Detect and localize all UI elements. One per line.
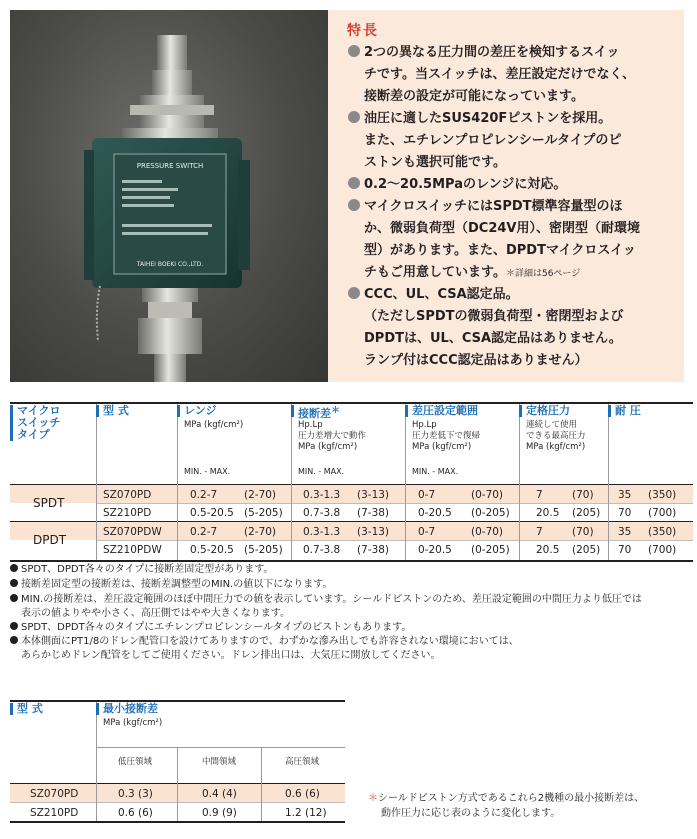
cell-model: SZ210PD <box>103 507 152 519</box>
bullet-icon <box>10 594 18 602</box>
bullet-icon <box>10 622 18 630</box>
feature-line: ストンも選択可能です。 <box>364 155 506 170</box>
header-rated: 定格圧力 <box>526 404 570 417</box>
cell-range-k: (5-205) <box>244 544 283 556</box>
photo-label-title: PRESSURE SWITCH <box>136 162 204 170</box>
cell-model: SZ070PD <box>103 489 152 501</box>
cell-diff-k: (7-38) <box>357 507 390 519</box>
note-item: MIN.の接断差は、差圧設定範囲のほぼ中間圧力での値を表示しています。シールドピストンのため、差圧設定範囲の中間圧力より低圧では <box>10 593 694 607</box>
note-item: SPDT、DPDT各々のタイプにエチレンプロピレンシールタイプのピストンもあります。 <box>10 621 694 635</box>
rated-subheader: 連続して使用 できる最高圧力 MPa (kgf/cm²) <box>526 420 586 452</box>
cell-set: 0-20.5 <box>418 544 452 556</box>
cell-diff: 0.7-3.8 <box>303 507 341 519</box>
cell-rated: 20.5 <box>536 507 560 519</box>
minmax-label: MIN. - MAX. <box>298 467 345 476</box>
cell-rated: 7 <box>536 489 543 501</box>
cell-range: 0.5-20.5 <box>190 507 234 519</box>
cell-set-k: (0-205) <box>471 507 510 519</box>
feature-line: 接断差の設定が可能になっています。 <box>364 89 584 104</box>
cell-low: 0.6 <box>118 807 135 819</box>
bullet-icon <box>10 636 18 644</box>
cell-high-k: (12) <box>305 807 327 819</box>
minmax-label: MIN. - MAX. <box>412 467 459 476</box>
cell-mid: 0.9 <box>202 807 219 819</box>
feature-item <box>348 174 678 196</box>
header-setrange: 差圧設定範囲 <box>412 404 478 417</box>
cell-proof-k: (350) <box>648 526 677 538</box>
bullet-icon <box>348 287 360 299</box>
bottom-note: 動作圧力に応じ表のように変化します。 <box>381 808 561 819</box>
note-item: あらかじめドレン配管をしてご使用ください。ドレン排出口は、大気圧に開放してください。 <box>21 650 441 661</box>
note-item: 本体側面にPT1/8のドレン配管口を設けてありますので、わずかな滲み出しでも許容されない環境においては、 <box>10 635 694 649</box>
cell-low-k: (3) <box>138 788 153 800</box>
cell-rated-k: (205) <box>572 544 601 556</box>
feature-note: ＊詳細は56ページ <box>505 269 581 279</box>
feature-item <box>348 42 678 108</box>
cell-rated-k: (70) <box>572 526 594 538</box>
photo-label-maker: TAIHEI BOEKI CO.,LTD. <box>136 261 204 268</box>
header-switch-type: マイクロ スイッチ タイプ <box>17 404 61 441</box>
note-item: 接断差固定型の接断差は、接断差調整型のMIN.の値以下になります。 <box>10 578 694 592</box>
switch-type-cell: SPDT <box>33 496 65 510</box>
feature-line: 0.2～20.5MPaのレンジに対応。 <box>364 177 567 192</box>
bullet-icon <box>10 579 18 587</box>
min-header-high: 高圧領域 <box>285 757 320 767</box>
cell-low-k: (6) <box>138 807 153 819</box>
cell-proof: 35 <box>618 489 632 501</box>
cell-diff-k: (7-38) <box>357 544 390 556</box>
bullet-icon <box>348 177 360 189</box>
cell-model: SZ070PDW <box>103 526 162 538</box>
feature-line: チもご用意しています。 <box>364 265 506 280</box>
cell-range: 0.2-7 <box>190 489 218 501</box>
cell-range: 0.2-7 <box>190 526 218 538</box>
min-header-model: 型 式 <box>17 702 43 715</box>
cell-range-k: (2-70) <box>244 526 277 538</box>
feature-item <box>348 196 678 285</box>
feature-line: か、微弱負荷型（DC24V用）、密閉型（耐環境 <box>364 221 640 236</box>
cell-proof-k: (350) <box>648 489 677 501</box>
cell-low: 0.3 <box>118 788 135 800</box>
feature-line: 型）があります。また、DPDTマイクロスイッ <box>364 243 636 258</box>
bottom-note: ＊シールドピストン方式であるこれら2機種の最小接断差は、 <box>368 793 645 804</box>
cell-model: SZ210PD <box>30 807 79 819</box>
cell-mid: 0.4 <box>202 788 219 800</box>
header-model: 型 式 <box>103 404 129 417</box>
cell-proof: 70 <box>618 544 632 556</box>
cell-diff: 0.3-1.3 <box>303 526 341 538</box>
bullet-icon <box>348 111 360 123</box>
cell-model: SZ210PDW <box>103 544 162 556</box>
cell-set: 0-7 <box>418 526 436 538</box>
cell-diff-k: (3-13) <box>357 489 390 501</box>
cell-set: 0-7 <box>418 489 436 501</box>
range-unit: MPa (kgf/cm²) <box>184 420 244 430</box>
feature-line: DPDTは、UL、CSA認定品はありません。 <box>364 331 622 346</box>
note-item: 表示の値よりやや小さく、高圧側ではやや大きくなります。 <box>21 608 290 619</box>
cell-proof-k: (700) <box>648 544 677 556</box>
cell-range: 0.5-20.5 <box>190 544 234 556</box>
cell-range-k: (2-70) <box>244 489 277 501</box>
cell-high: 0.6 <box>285 788 302 800</box>
header-diff: 接断差＊ <box>298 406 341 420</box>
cell-proof: 70 <box>618 507 632 519</box>
min-header-low: 低圧領域 <box>118 757 153 767</box>
cell-set: 0-20.5 <box>418 507 452 519</box>
bullet-icon <box>10 564 18 572</box>
cell-mid-k: (9) <box>222 807 237 819</box>
cell-rated: 7 <box>536 526 543 538</box>
cell-range-k: (5-205) <box>244 507 283 519</box>
bullet-icon <box>348 45 360 57</box>
feature-line: 2つの異なる圧力間の差圧を検知するスイッ <box>364 45 620 60</box>
pressure-switch-illustration <box>10 10 328 382</box>
min-header-mid: 中間領域 <box>202 757 237 767</box>
bullet-icon <box>348 199 360 211</box>
cell-set-k: (0-70) <box>471 526 504 538</box>
feature-line: （ただしSPDTの微弱負荷型・密閉型および <box>364 309 624 324</box>
feature-line: また、エチレンプロピレンシールタイプのピ <box>364 133 622 148</box>
switch-type-cell: DPDT <box>33 533 67 547</box>
cell-diff: 0.7-3.8 <box>303 544 341 556</box>
min-header-title: 最小接断差 <box>103 702 158 715</box>
cell-proof-k: (700) <box>648 507 677 519</box>
cell-model: SZ070PD <box>30 788 79 800</box>
header-proof: 耐 圧 <box>615 404 641 417</box>
features-title: 特長 <box>347 23 379 39</box>
cell-set-k: (0-70) <box>471 489 504 501</box>
feature-item <box>348 108 678 174</box>
feature-line: チです。当スイッチは、差圧設定だけでなく、 <box>364 67 636 82</box>
feature-item <box>348 284 678 372</box>
min-header-unit: MPa (kgf/cm²) <box>103 718 163 728</box>
cell-set-k: (0-205) <box>471 544 510 556</box>
minmax-label: MIN. - MAX. <box>184 467 231 476</box>
feature-line: 油圧に適したSUS420Fピストンを採用。 <box>364 111 612 126</box>
cell-high: 1.2 <box>285 807 302 819</box>
cell-diff-k: (3-13) <box>357 526 390 538</box>
setrange-subheader: Hp.Lp 圧力差低下で復帰 MPa (kgf/cm²) <box>412 420 481 452</box>
cell-rated-k: (70) <box>572 489 594 501</box>
feature-line: マイクロスイッチにはSPDT標準容量型のほ <box>364 199 623 214</box>
features-panel <box>328 10 684 382</box>
product-photo <box>10 10 328 382</box>
cell-diff: 0.3-1.3 <box>303 489 341 501</box>
feature-line: ランプ付はCCC認定品はありません） <box>364 353 588 368</box>
cell-high-k: (6) <box>305 788 320 800</box>
cell-rated-k: (205) <box>572 507 601 519</box>
cell-proof: 35 <box>618 526 632 538</box>
feature-line: CCC、UL、CSA認定品。 <box>364 287 519 302</box>
cell-mid-k: (4) <box>222 788 237 800</box>
header-range: レンジ <box>184 404 217 417</box>
cell-rated: 20.5 <box>536 544 560 556</box>
note-item: SPDT、DPDT各々のタイプに接断差固定型があります。 <box>10 563 694 577</box>
diff-subheader: Hp.Lp 圧力差増大で動作 MPa (kgf/cm²) <box>298 420 367 452</box>
